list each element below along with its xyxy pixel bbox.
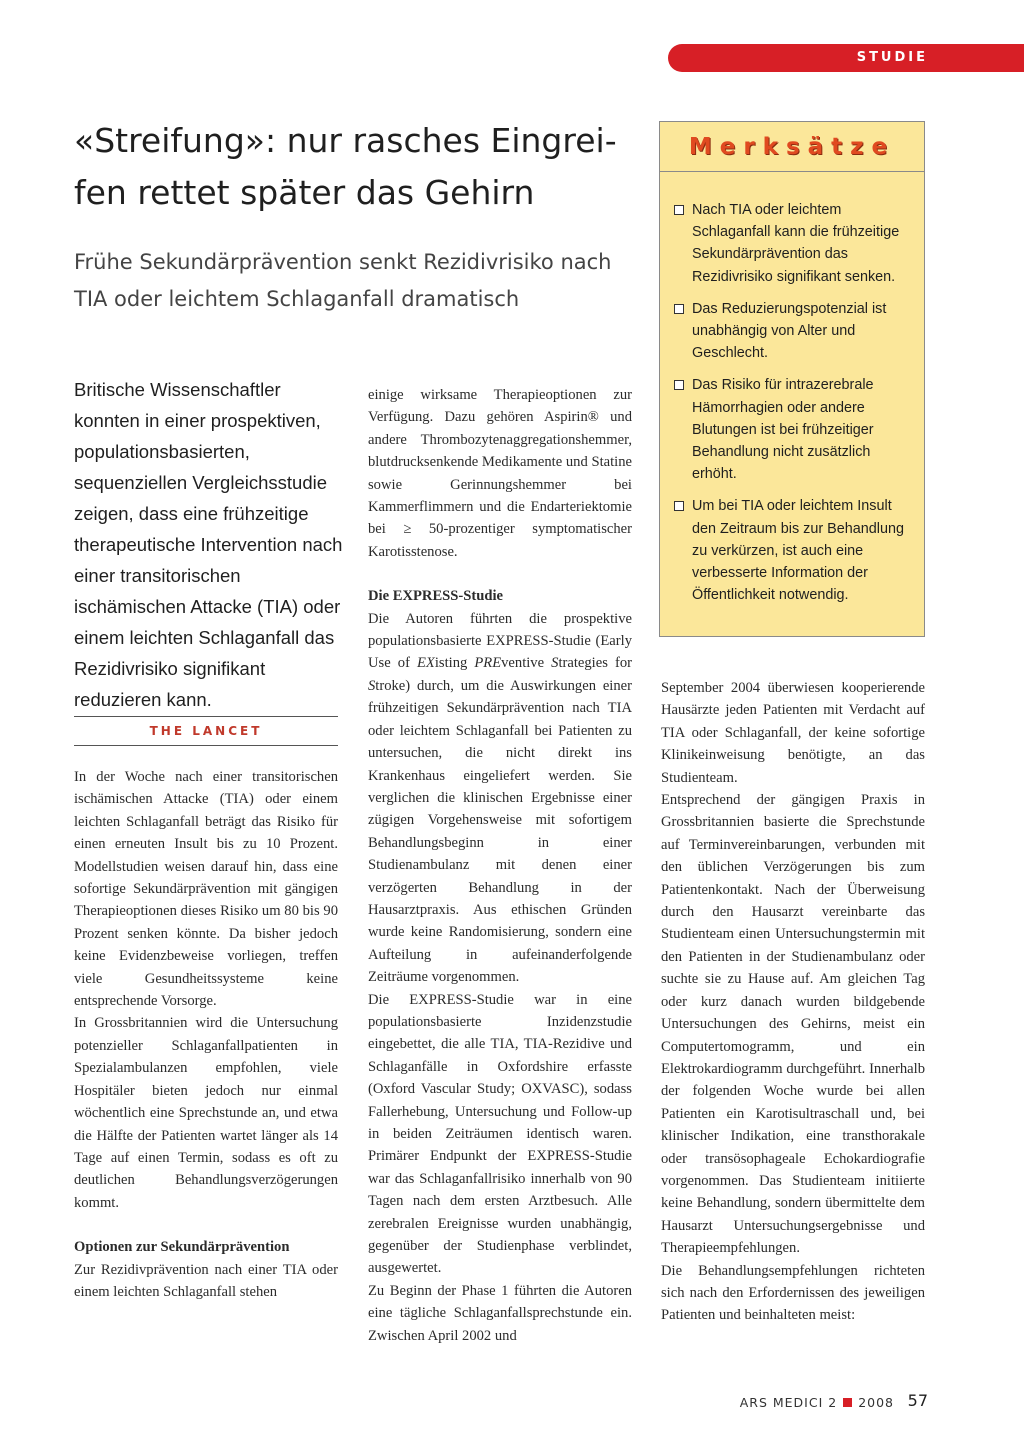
paragraph: Die Behandlungsempfehlungen richteten sich nach den Erfordernissen des jeweiligen Patienten und beinhalteten meist: — [661, 1262, 925, 1324]
list-item — [674, 199, 908, 288]
italic-run: S — [368, 677, 376, 694]
article-title: «Streifung»: nur rasches Eingrei-fen rettet später das Gehirn — [74, 121, 617, 212]
list-item — [674, 495, 908, 606]
list-item-text: Das Risiko für intrazerebrale Hämorrhagien oder andere Blutungen ist bei frühzeitiger Behandlung nicht zusätzlich erhöht. — [692, 377, 874, 483]
merksaetze-heading: Merksätze — [660, 122, 924, 172]
text-run: ventive — [501, 655, 552, 672]
paragraph: September 2004 überwiesen kooperierende Hausärzte jeden Patienten mit Verdacht auf TIA oder Schlaganfall, der keine sofortige Klinikeinweisung benötigte, an das Studienteam. — [661, 680, 925, 786]
page-number: 57 — [907, 1391, 928, 1410]
paragraph: Zur Rezidivprävention nach einer TIA oder einem leichten Schlaganfall stehen — [74, 1261, 338, 1300]
section-tab — [668, 44, 1024, 72]
list-item-text: Nach TIA oder leichtem Schlaganfall kann die frühzeitige Sekundärprävention das Rezidivrisiko signifikant senken. — [692, 202, 900, 285]
paragraph: Zu Beginn der Phase 1 führten die Autoren eine tägliche Schlaganfallsprechstunde ein. Zwischen April 2002 und — [368, 1282, 632, 1344]
checkbox-bullet-icon — [674, 380, 684, 390]
italic-run: S — [551, 655, 559, 672]
checkbox-bullet-icon — [674, 304, 684, 314]
paragraph: Die EXPRESS-Studie war in eine populationsbasierte Inzidenzstudie eingebettet, die alle TIA, TIA-Rezidive und Schlaganfälle in Oxfordshire erfasste (Oxford Vascular Study; OXVASC), sodass Fallerhebung, Untersuchung und Follow-up in beiden Zeiträumen identisch waren. Primärer Endpunkt der EXPRESS-Studie war das Schlaganfallrisiko innerhalb von 90 Tagen nach dem ersten Arztbesuch. Alle zerebralen Ereignisse wurden unabhängig, gegenüber der Studienphase verblindet, ausgewertet. — [368, 991, 632, 1277]
text-run: Die Autoren führten die prospektive populationsbasierte EXPRESS-Studie (Early Use of — [368, 610, 632, 672]
italic-run: EX — [417, 655, 435, 672]
red-square-icon — [843, 1398, 852, 1407]
merksaetze-list — [660, 172, 924, 606]
list-item — [674, 374, 908, 485]
source-label-text: THE LANCET — [149, 724, 263, 738]
page-footer — [0, 1393, 1024, 1413]
body-column-1 — [74, 766, 338, 1303]
paragraph: In der Woche nach einer transitorischen ischämischen Attacke (TIA) oder einem leichten Schlaganfall beträgt das Risiko für einen erneuten Insult bis zu 10 Prozent. Modellstudien weisen darauf hin, dass eine sofortige Sekundärprävention mit gängigen Therapieoptionen dieses Risiko um 80 bis 90 Prozent senken könnte. Da bisher jedoch keine Evidenzbeweise vorliegen, treffen viele Gesundheitssysteme keine entsprechende Vorsorge. — [74, 769, 338, 1010]
paragraph: In Grossbritannien wird die Untersuchung potenzieller Schlaganfallpatienten in Spezialambulanzen empfohlen, viele Hospitäler bieten jedoch nur einmal wöchentlich eine Sprechstunde an, und etwa die Hälfte der Patienten wartet länger als 14 Tage auf einen Termin, sodass es oft zu deutlichen Behandlungsverzögerungen kommt. — [74, 1015, 338, 1211]
body-column-3 — [661, 677, 925, 1327]
section-heading: Optionen zur Sekundärprävention — [74, 1239, 290, 1256]
text-run: trategies for — [558, 655, 632, 672]
merksaetze-box — [659, 121, 925, 637]
journal-info — [740, 1393, 920, 1413]
paragraph: Entsprechend der gängigen Praxis in Grossbritannien basierte die Sprechstunde auf Terminvereinbarungen, verbunden mit den üblichen Verzögerungen bis zum Patientenkontakt. Nach der Überweisung durch den Hausarzt vereinbarte das Studienteam einen Untersuchungstermin mit den Patienten in der Studienambulanz oder suchte sie zu Hause auf. Am gleichen Tag oder kurz danach wurden bildgebende Untersuchungen des Gehirns, meist ein Computertomogramm, und ein Elektrokardiogramm durchgeführt. Innerhalb der folgenden Woche wurde bei allen Patienten ein Karotisultraschall und, bei klinischer Indikation, eine transthorakale oder transösophageale Echokardiografie vorgenommen. Das Studienteam initiierte keine Behandlung, sondern übermittelte dem Hausarzt Untersuchungsergebnisse und Therapieempfehlungen. — [661, 792, 925, 1257]
journal-name: ARS MEDICI 2 — [739, 1395, 838, 1410]
list-item — [674, 298, 908, 365]
italic-run: PRE — [474, 655, 502, 672]
checkbox-bullet-icon — [674, 501, 684, 511]
text-run: troke) durch, um die Auswirkungen einer frühzeitigen Sekundärprävention nach TIA oder leichtem Schlaganfall bei Patienten zu untersuchen, die nicht direkt ins Krankenhaus eingeliefert werden. Sie verglichen die klinischen Ergebnisse einer zügigen Vorgehensweise mit sofortigem Behandlungsbeginn in einer Studienambulanz mit denen einer verzögerten Behandlung in der Hausarztpraxis. Aus ethischen Gründen wurde keine Randomisierung, sondern eine Aufteilung in aufeinanderfolgende Zeiträume vorgenommen. — [368, 677, 632, 986]
source-label — [74, 716, 338, 746]
paragraph: einige wirksame Therapieoptionen zur Verfügung. Dazu gehören Aspirin® und andere Thrombozytenaggregationshemmer, blutdrucksenkende Medikamente und Statine sowie Gerinnungshemmer bei Kammerflimmern und die Endarteriektomie bei ≥ 50-prozentiger symptomatischer Karotisstenose. — [368, 387, 632, 560]
paragraph — [368, 608, 632, 989]
lead-paragraph: Britische Wissenschaftler konnten in einer prospektiven, populationsbasierten, sequenziellen Vergleichsstudie zeigen, dass eine frühzeitige therapeutische Intervention nach einer transitorischen ischämischen Attacke (TIA) oder einem leichten Schlaganfall das Rezidivrisiko signifikant reduzieren kann. — [74, 379, 343, 710]
section-heading: Die EXPRESS-Studie — [368, 588, 504, 605]
list-item-text: Das Reduzierungspotenzial ist unabhängig von Alter und Geschlecht. — [692, 300, 887, 362]
body-column-2 — [368, 384, 632, 1347]
checkbox-bullet-icon — [674, 205, 684, 215]
section-tab-label: STUDIE — [856, 50, 928, 65]
text-run: isting — [434, 655, 475, 672]
list-item-text: Um bei TIA oder leichtem Insult den Zeitraum bis zur Behandlung zu verkürzen, ist auch eine verbesserte Information der Öffentlichkeit notwendig. — [692, 498, 904, 604]
journal-year: 2008 — [858, 1395, 894, 1410]
article-subtitle: Frühe Sekundärprävention senkt Rezidivrisiko nach TIA oder leichtem Schlaganfall dramatisch — [74, 250, 612, 311]
